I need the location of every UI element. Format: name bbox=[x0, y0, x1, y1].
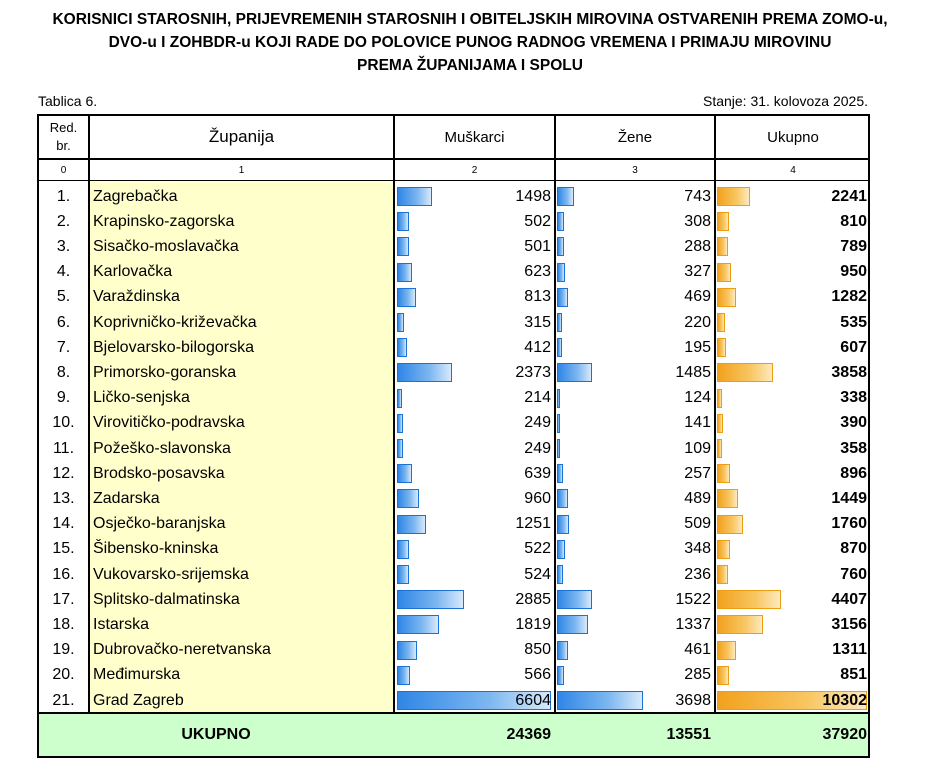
women-value-text: 1337 bbox=[675, 615, 711, 633]
table-row bbox=[39, 587, 868, 612]
women-value bbox=[556, 537, 711, 562]
county-name: Bjelovarsko-bilogorska bbox=[93, 338, 254, 356]
men-value-text: 522 bbox=[524, 540, 551, 558]
women-value-text: 141 bbox=[684, 414, 711, 432]
women-value bbox=[556, 612, 711, 637]
total-women: 13551 bbox=[666, 726, 711, 743]
total-value bbox=[716, 360, 867, 385]
total-value bbox=[716, 335, 867, 360]
men-value bbox=[395, 461, 551, 486]
total-value-text: 358 bbox=[840, 439, 867, 457]
women-value bbox=[556, 638, 711, 663]
women-value-text: 489 bbox=[684, 489, 711, 507]
total-value-text: 338 bbox=[840, 389, 867, 407]
row-number: 3. bbox=[56, 237, 71, 255]
men-value bbox=[395, 184, 551, 209]
total-value-text: 2241 bbox=[831, 187, 867, 205]
county-name: Zadarska bbox=[93, 489, 160, 507]
table-row bbox=[39, 612, 868, 637]
divider bbox=[88, 116, 90, 756]
total-value bbox=[716, 411, 867, 436]
table-row bbox=[39, 386, 868, 411]
col-number-3: 3 bbox=[632, 164, 638, 176]
women-value-text: 220 bbox=[684, 313, 711, 331]
total-value-text: 1760 bbox=[831, 515, 867, 533]
total-value-text: 3156 bbox=[831, 615, 867, 633]
total-value-text: 535 bbox=[840, 313, 867, 331]
women-value-text: 743 bbox=[684, 187, 711, 205]
total-value bbox=[716, 562, 867, 587]
men-value bbox=[395, 638, 551, 663]
women-value bbox=[556, 386, 711, 411]
total-men: 24369 bbox=[506, 726, 551, 743]
total-value bbox=[716, 688, 867, 713]
table-row bbox=[39, 436, 868, 461]
total-value-text: 607 bbox=[840, 338, 867, 356]
men-value bbox=[395, 537, 551, 562]
women-value-text: 461 bbox=[684, 641, 711, 659]
row-number: 20. bbox=[52, 666, 75, 684]
row-number: 6. bbox=[56, 313, 71, 331]
divider bbox=[554, 116, 556, 756]
total-value bbox=[716, 184, 867, 209]
women-value bbox=[556, 512, 711, 537]
men-value-text: 249 bbox=[524, 414, 551, 432]
total-value bbox=[716, 461, 867, 486]
men-value-text: 524 bbox=[524, 565, 551, 583]
total-label: UKUPNO bbox=[181, 726, 251, 743]
table-row bbox=[39, 411, 868, 436]
total-value bbox=[716, 537, 867, 562]
table-row bbox=[39, 360, 868, 385]
table-row bbox=[39, 285, 868, 310]
women-value-text: 308 bbox=[684, 212, 711, 230]
col-number-0: 0 bbox=[60, 164, 67, 176]
women-value bbox=[556, 360, 711, 385]
county-name: Osječko-baranjska bbox=[93, 515, 226, 533]
men-value-text: 639 bbox=[524, 464, 551, 482]
title-line-3: PREMA ŽUPANIJAMA I SPOLU bbox=[357, 57, 583, 74]
table-row bbox=[39, 184, 868, 209]
women-value-text: 124 bbox=[684, 389, 711, 407]
women-value-text: 469 bbox=[684, 288, 711, 306]
men-value bbox=[395, 411, 551, 436]
table-row bbox=[39, 335, 868, 360]
men-value bbox=[395, 360, 551, 385]
men-value-text: 6604 bbox=[515, 691, 551, 709]
women-value bbox=[556, 562, 711, 587]
women-value-text: 288 bbox=[684, 237, 711, 255]
men-value bbox=[395, 310, 551, 335]
men-value bbox=[395, 234, 551, 259]
total-value bbox=[716, 209, 867, 234]
total-value bbox=[716, 587, 867, 612]
county-name: Karlovačka bbox=[93, 263, 173, 281]
women-value-text: 327 bbox=[684, 263, 711, 281]
women-value bbox=[556, 461, 711, 486]
men-value-text: 249 bbox=[524, 439, 551, 457]
divider bbox=[714, 116, 716, 756]
row-number: 10. bbox=[52, 414, 75, 432]
men-value-text: 566 bbox=[524, 666, 551, 684]
women-value-text: 1522 bbox=[675, 590, 711, 608]
women-value bbox=[556, 310, 711, 335]
total-value bbox=[716, 663, 867, 688]
total-value bbox=[716, 234, 867, 259]
col-number-2: 2 bbox=[471, 164, 478, 176]
men-value-text: 1498 bbox=[515, 187, 551, 205]
women-value bbox=[556, 587, 711, 612]
row-number: 17. bbox=[52, 590, 75, 608]
men-value bbox=[395, 688, 551, 713]
col-number-1: 1 bbox=[238, 164, 245, 176]
total-value bbox=[716, 285, 867, 310]
table-row bbox=[39, 688, 868, 713]
men-value-text: 502 bbox=[524, 212, 551, 230]
women-value bbox=[556, 260, 711, 285]
county-name: Primorsko-goranska bbox=[93, 363, 237, 381]
men-value-text: 2885 bbox=[515, 590, 551, 608]
row-number: 15. bbox=[52, 540, 75, 558]
men-value bbox=[395, 562, 551, 587]
men-value-text: 2373 bbox=[515, 363, 551, 381]
row-number: 11. bbox=[52, 439, 75, 457]
total-value bbox=[716, 612, 867, 637]
women-value-text: 1485 bbox=[675, 363, 711, 381]
data-table bbox=[37, 114, 870, 758]
row-number: 16. bbox=[52, 565, 75, 583]
county-name: Virovitičko-podravska bbox=[93, 414, 245, 432]
men-value bbox=[395, 260, 551, 285]
women-value bbox=[556, 663, 711, 688]
header-women: Žene bbox=[617, 128, 653, 146]
women-value bbox=[556, 184, 711, 209]
table-row bbox=[39, 537, 868, 562]
divider bbox=[393, 116, 395, 756]
total-value-text: 851 bbox=[840, 666, 867, 684]
row-number: 13. bbox=[52, 489, 75, 507]
total-value-text: 10302 bbox=[822, 691, 867, 709]
row-number: 14. bbox=[52, 515, 75, 533]
total-value-text: 810 bbox=[840, 212, 867, 230]
men-value-text: 412 bbox=[524, 338, 551, 356]
row-number: 12. bbox=[52, 464, 75, 482]
women-value bbox=[556, 411, 711, 436]
total-row bbox=[39, 712, 868, 756]
county-name: Sisačko-moslavačka bbox=[93, 237, 239, 255]
women-value bbox=[556, 688, 711, 713]
total-value-text: 3858 bbox=[831, 363, 867, 381]
row-number: 2. bbox=[56, 212, 71, 230]
table-row bbox=[39, 234, 868, 259]
men-value-text: 850 bbox=[524, 641, 551, 659]
total-value bbox=[716, 260, 867, 285]
men-value-text: 960 bbox=[524, 489, 551, 507]
total-total: 37920 bbox=[822, 726, 867, 743]
women-value-text: 195 bbox=[684, 338, 711, 356]
county-name: Varaždinska bbox=[93, 288, 180, 306]
row-number: 4. bbox=[56, 263, 71, 281]
table-row bbox=[39, 512, 868, 537]
women-value bbox=[556, 436, 711, 461]
county-name: Brodsko-posavska bbox=[93, 464, 225, 482]
men-value bbox=[395, 285, 551, 310]
total-value-text: 390 bbox=[840, 414, 867, 432]
table-row bbox=[39, 562, 868, 587]
table-row bbox=[39, 260, 868, 285]
county-name: Grad Zagreb bbox=[93, 691, 184, 709]
men-value-text: 1251 bbox=[515, 515, 551, 533]
county-name: Vukovarsko-srijemska bbox=[93, 565, 249, 583]
total-value bbox=[716, 436, 867, 461]
women-value bbox=[556, 335, 711, 360]
county-name: Šibensko-kninska bbox=[93, 540, 219, 558]
header-county: Županija bbox=[208, 127, 275, 146]
county-name: Istarska bbox=[93, 615, 150, 633]
women-value-text: 509 bbox=[684, 515, 711, 533]
row-number: 7. bbox=[56, 338, 71, 356]
women-value bbox=[556, 209, 711, 234]
header-rb-line1: Red. bbox=[49, 120, 78, 135]
men-value bbox=[395, 612, 551, 637]
men-value-text: 623 bbox=[524, 263, 551, 281]
total-value-text: 760 bbox=[840, 565, 867, 583]
women-value-text: 257 bbox=[684, 464, 711, 482]
men-value bbox=[395, 209, 551, 234]
total-value bbox=[716, 310, 867, 335]
row-number: 5. bbox=[56, 288, 71, 306]
col-number-4: 4 bbox=[790, 164, 796, 176]
men-value bbox=[395, 663, 551, 688]
table-header bbox=[39, 116, 868, 160]
header-rb-line2: br. bbox=[56, 138, 71, 153]
row-number: 19. bbox=[52, 641, 75, 659]
table-row bbox=[39, 461, 868, 486]
men-value-text: 315 bbox=[524, 313, 551, 331]
county-name: Požeško-slavonska bbox=[93, 439, 231, 457]
total-value bbox=[716, 386, 867, 411]
men-value-text: 214 bbox=[524, 389, 551, 407]
women-value bbox=[556, 486, 711, 511]
women-value-text: 3698 bbox=[675, 691, 711, 709]
total-value-text: 950 bbox=[840, 263, 867, 281]
women-value bbox=[556, 285, 711, 310]
county-name: Krapinsko-zagorska bbox=[93, 212, 235, 230]
table-row bbox=[39, 638, 868, 663]
county-name: Splitsko-dalmatinska bbox=[93, 590, 240, 608]
header-men: Muškarci bbox=[444, 128, 505, 146]
total-value-text: 896 bbox=[840, 464, 867, 482]
total-value-text: 4407 bbox=[831, 590, 867, 608]
men-value-text: 1819 bbox=[515, 615, 551, 633]
women-value-text: 236 bbox=[684, 565, 711, 583]
table-row bbox=[39, 663, 868, 688]
total-value-text: 1311 bbox=[832, 641, 867, 659]
row-number: 1. bbox=[56, 187, 71, 205]
men-value bbox=[395, 386, 551, 411]
men-value bbox=[395, 486, 551, 511]
row-number: 18. bbox=[52, 615, 75, 633]
county-name: Koprivničko-križevačka bbox=[93, 313, 257, 331]
county-name: Dubrovačko-neretvanska bbox=[93, 641, 271, 659]
title-line-2: DVO-u I ZOHBDR-u KOJI RADE DO POLOVICE PUNOG RADNOG VREMENA I PRIMAJU MIROVINU bbox=[108, 34, 832, 51]
row-number: 9. bbox=[56, 389, 71, 407]
total-value-text: 1282 bbox=[831, 288, 867, 306]
women-value-text: 285 bbox=[684, 666, 711, 684]
table-label: Tablica 6. bbox=[38, 93, 98, 109]
county-name: Ličko-senjska bbox=[93, 389, 190, 407]
total-value-text: 870 bbox=[840, 540, 867, 558]
header-total: Ukupno bbox=[767, 128, 819, 146]
men-value bbox=[395, 587, 551, 612]
women-value-text: 348 bbox=[684, 540, 711, 558]
column-number-row bbox=[39, 160, 868, 181]
men-value bbox=[395, 436, 551, 461]
table-row bbox=[39, 486, 868, 511]
total-value bbox=[716, 486, 867, 511]
men-value bbox=[395, 335, 551, 360]
table-row bbox=[39, 209, 868, 234]
men-value-text: 813 bbox=[524, 288, 551, 306]
header-rb bbox=[39, 116, 88, 158]
total-value-text: 1449 bbox=[831, 489, 867, 507]
total-value bbox=[716, 512, 867, 537]
county-name: Međimurska bbox=[93, 666, 181, 684]
total-value bbox=[716, 638, 867, 663]
women-value-text: 109 bbox=[684, 439, 711, 457]
men-value bbox=[395, 512, 551, 537]
women-value bbox=[556, 234, 711, 259]
status-date: Stanje: 31. kolovoza 2025. bbox=[702, 93, 868, 109]
row-number: 21. bbox=[52, 691, 75, 709]
table-row bbox=[39, 310, 868, 335]
report-title bbox=[0, 8, 940, 77]
row-number: 8. bbox=[56, 363, 71, 381]
men-value-text: 501 bbox=[524, 237, 551, 255]
total-value-text: 789 bbox=[840, 237, 867, 255]
title-line-1: KORISNICI STAROSNIH, PRIJEVREMENIH STAROSNIH I OBITELJSKIH MIROVINA OSTVARENIH PREMA ZOMO-u, bbox=[52, 11, 888, 28]
county-name: Zagrebačka bbox=[93, 187, 178, 205]
